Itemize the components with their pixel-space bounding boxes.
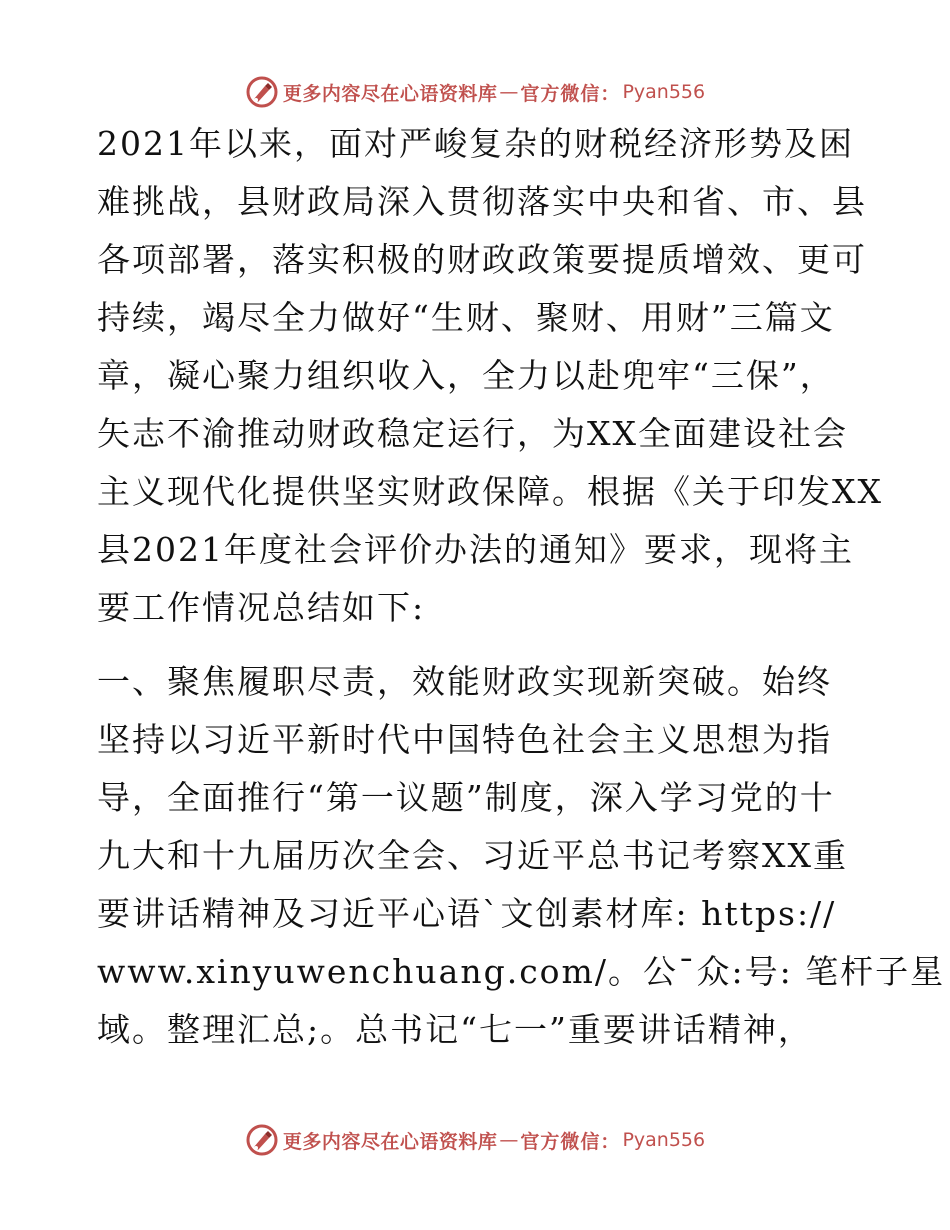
document-body — [97, 115, 946, 1059]
brand-logo-icon — [245, 1123, 279, 1157]
text-line: 2021年以来，面对严峻复杂的财税经济形势及困 — [97, 124, 854, 163]
text-line: 持续，竭尽全力做好“生财、聚财、用财”三篇文 — [97, 298, 835, 337]
text-line: 坚持以习近平新时代中国特色社会主义思想为指 — [97, 720, 832, 759]
header-watermark — [0, 72, 950, 112]
paragraph-intro — [97, 115, 883, 637]
brand-logo-icon — [245, 75, 279, 109]
text-line: 县2021年度社会评价办法的通知》要求，现将主 — [97, 530, 854, 569]
text-line: www.xinyuwenchuang.com/。公¯众:号: 笔杆子星 — [97, 952, 946, 991]
text-line: 一、聚焦履职尽责，效能财政实现新突破。始终 — [97, 662, 832, 701]
text-line: 要工作情况总结如下: — [97, 588, 426, 627]
watermark-wechat-id: Pyan556 — [622, 81, 706, 103]
paragraph-gap — [97, 637, 857, 653]
paragraph-section-one — [97, 653, 946, 1059]
text-line: 域。整理汇总;。总书记“七一”重要讲话精神， — [97, 1010, 813, 1049]
text-line: 矢志不渝推动财政稳定运行，为XX全面建设社会 — [97, 414, 848, 453]
watermark-text: 更多内容尽在心语资料库 — [282, 82, 498, 105]
watermark-wechat-label: 官方微信： — [520, 1130, 621, 1153]
text-line: 主义现代化提供坚实财政保障。根据《关于印发XX — [97, 472, 883, 511]
watermark-wechat-label: 官方微信： — [520, 82, 621, 105]
watermark-separator: — — [499, 1129, 519, 1151]
text-line: 导，全面推行“第一议题”制度，深入学习党的十 — [97, 778, 835, 817]
footer-watermark — [0, 1120, 950, 1160]
text-line: 章，凝心聚力组织收入，全力以赴兜牢“三保”， — [97, 356, 835, 395]
text-line: 九大和十九届历次全会、习近平总书记考察XX重 — [97, 836, 848, 875]
watermark-separator: — — [499, 81, 519, 103]
watermark-wechat-id: Pyan556 — [622, 1129, 706, 1151]
watermark-text: 更多内容尽在心语资料库 — [282, 1130, 498, 1153]
text-line: 难挑战，县财政局深入贯彻落实中央和省、市、县 — [97, 182, 867, 221]
text-line: 要讲话精神及习近平心语`文创素材库: https:// — [97, 894, 837, 933]
text-line: 各项部署，落实积极的财政政策要提质增效、更可 — [97, 240, 867, 279]
